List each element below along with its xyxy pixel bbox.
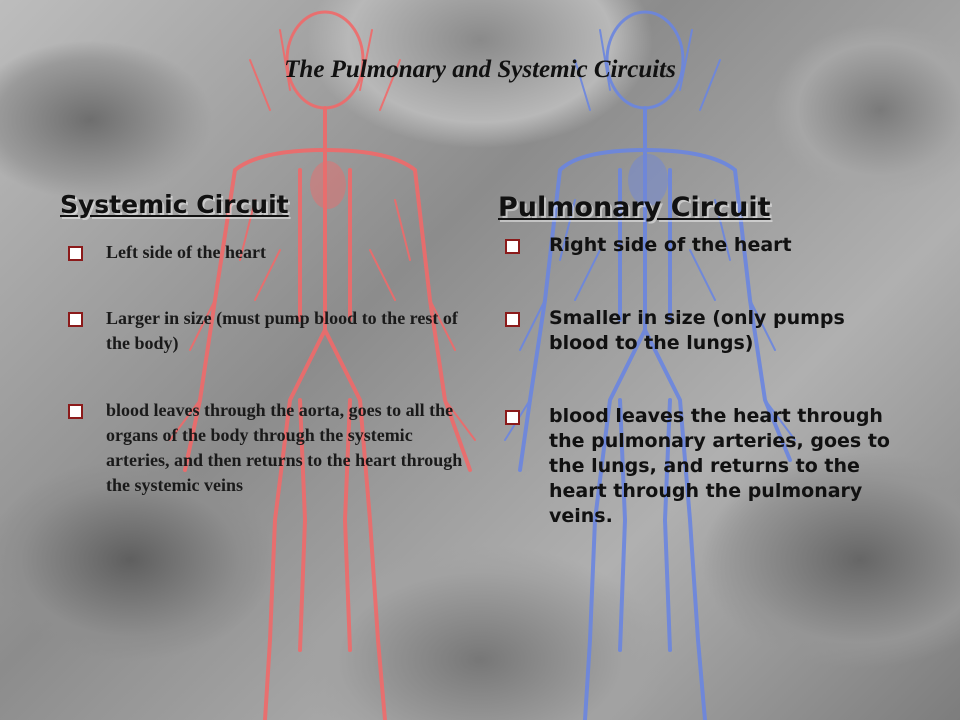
pulmonary-bullet-list (505, 233, 900, 529)
slide-title: The Pulmonary and Systemic Circuits (284, 56, 676, 83)
systemic-bullet-text: Left side of the heart (106, 242, 266, 262)
square-bullet-icon (505, 239, 520, 254)
pulmonary-bullet-text: blood leaves the heart through the pulmonary arteries, goes to the lungs, and returns to the heart through the pulmonary veins. (549, 405, 890, 527)
square-bullet-icon (68, 246, 83, 261)
systemic-bullet-text: Larger in size (must pump blood to the rest of the body) (106, 308, 458, 353)
square-bullet-icon (68, 312, 83, 327)
pulmonary-circuit-heading: Pulmonary Circuit (498, 192, 771, 223)
systemic-bullet-text: blood leaves through the aorta, goes to all the organs of the body through the systemic arteries, and then returns to the heart through the systemic veins (106, 400, 463, 495)
list-item (68, 240, 468, 265)
pulmonary-bullet-text: Right side of the heart (549, 234, 792, 256)
pulmonary-bullet-text: Smaller in size (only pumps blood to the lungs) (549, 307, 845, 354)
list-item (68, 398, 468, 498)
systemic-circuit-heading: Systemic Circuit (60, 190, 289, 219)
square-bullet-icon (505, 410, 520, 425)
square-bullet-icon (505, 312, 520, 327)
list-item (68, 306, 468, 356)
list-item (505, 233, 900, 258)
list-item (505, 404, 900, 529)
systemic-bullet-list (68, 240, 468, 498)
list-item (505, 306, 900, 356)
square-bullet-icon (68, 404, 83, 419)
